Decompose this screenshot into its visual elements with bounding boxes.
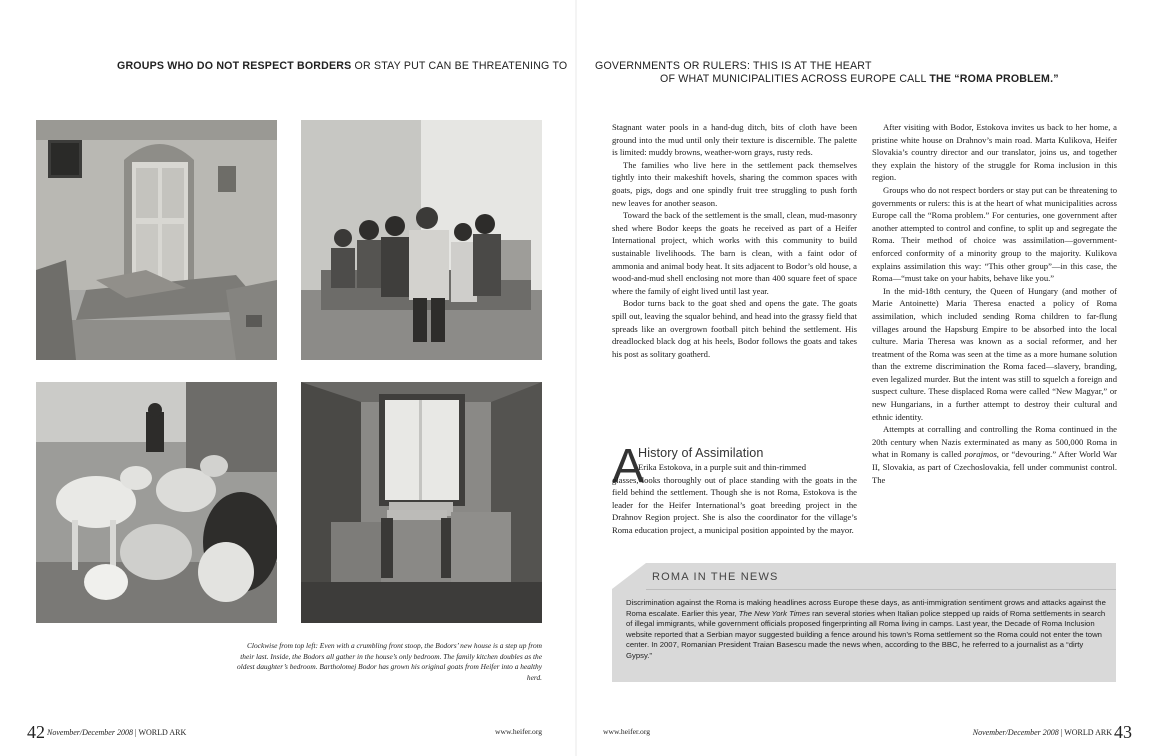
sidebar-body bbox=[626, 598, 1108, 661]
publication-name: The New York Times bbox=[738, 608, 810, 618]
photo-kitchen-bedroom bbox=[301, 382, 542, 623]
photo-goat-herd bbox=[36, 382, 277, 623]
paragraph bbox=[872, 423, 1117, 486]
page-number: 43 bbox=[1114, 722, 1132, 742]
paragraph: Toward the back of the settlement is the small, clean, mud-masonry shed where Bodor keeps the goats he received as part of a Heifer International project, which works with this community to build sustainable livelihoods. The barn is clean, with a faint odor of ammonia and animal body heat. It sits adjacent to Bodor’s old house, a wood-and-mud shell enclosing not more than 400 square feet of space where the family of eight lived until last year. bbox=[612, 210, 857, 296]
pull-quote-emphasis: THE “ROMA PROBLEM.” bbox=[929, 73, 1059, 85]
website-right: www.heifer.org bbox=[603, 727, 651, 736]
paragraph: The families who live here in the settlement pack themselves tightly into their makeshift hovels, sharing the common spaces with goats, pigs, dogs and one spindly fruit tree struggling to push forth new leaves for another season. bbox=[612, 159, 857, 208]
romany-term: porajmos bbox=[964, 449, 997, 460]
paragraph bbox=[612, 461, 857, 537]
paragraph: In the mid-18th century, the Queen of Hungary (and mother of Marie Antoinette) Maria Theresa enacted a policy of Roma assimilation, which included sending Roma children to far-flung villages around the Hapsburg Empire to be absorbed into the local culture. Maria Theresa was known as a social reformer, and her treatment of the Roma was seen at the time as a more humane solution than the extreme discrimination the Roma faced—slavery, branding, even legalized murder. But the intent was still to squelch a foreign and suspect culture. These displaced Roma were called “New Magyar,” or new Hungarians, in a further attempt to destroy their cultural and ethnic identity. bbox=[872, 285, 1117, 422]
photo-caption: Clockwise from top left: Even with a crumbling front stoop, the Bodors’ new house is a step up from their last. Inside, the Bodors all gather in the house’s only bedroom. The family kitchen doubles as the oldest daughter’s bedroom. Bartholomej Bodor has grown his original goats from Heifer into a healthy herd. bbox=[237, 641, 542, 682]
paragraph-text: glasses, looks thoroughly out of place standing with the goats in the field behind the settlement. Though she is not Roma, Estokova is the leader for the Heifer International’s goat breeding project in the Drahnov Region project. She is also the coordinator for the village’s Roma education project, a municipal position appointed by the mayor. bbox=[612, 474, 857, 535]
pull-quote-emphasis: GROUPS WHO DO NOT RESPECT BORDERS bbox=[117, 60, 352, 72]
sidebar-roma-in-the-news bbox=[612, 563, 1116, 682]
website-left: www.heifer.org bbox=[495, 727, 543, 736]
section-heading: History of Assimilation bbox=[638, 446, 764, 460]
sidebar-text: ran several stories when Italian police stepped up raids of Roma settlements in search of illegal immigrants, while government officials proposed fingerprinting all Roma living in camps. Last year, the Decade of Roma Inclusion website reported that a Serbian mayor suggested building a fence around his town’s Roma settlement so the Roma could not enter the town center. In 2007, Romanian President Traian Basescu made the news when, according to the BBC, he referred to a journalist as a “dirty Gypsy.” bbox=[626, 608, 1106, 660]
pull-quote-text: OF WHAT MUNICIPALITIES ACROSS EUROPE CALL bbox=[660, 73, 930, 85]
paragraph: After visiting with Bodor, Estokova invites us back to her home, a pristine white house on Drahnov’s main road. Marta Kulikova, Heifer Slovakia’s country director and our translator, joins us, and together they explain the history of the struggle for Roma inclusion in this region. bbox=[872, 122, 1117, 183]
paragraph: Bodor turns back to the goat shed and opens the gate. The goats spill out, leaving the squalor behind, and head into the grassy field that spreads like an overgrown football pitch behind the settlement. His dreadlocked black dog at his heels, Bodor follows the goats and takes his post as solitary goatherd. bbox=[612, 298, 857, 359]
folio-left bbox=[27, 722, 186, 743]
article-column-2 bbox=[872, 121, 1117, 486]
magazine-name: WORLD ARK bbox=[138, 728, 187, 737]
photo-house-front-stoop bbox=[36, 120, 277, 360]
paragraph-lead: Erika Estokova, in a purple suit and thin-rimmed bbox=[638, 462, 807, 472]
paragraph: Stagnant water pools in a hand-dug ditch, bits of cloth have been ground into the mud until only their texture is discernible. The palette is limited: muddy browns, weather-worn grays, rusty reds. bbox=[612, 122, 857, 158]
sidebar-text: Discrimination against the Roma is making headlines across Europe these days, as anti-immigration sentiment grows and attacks against the Roma escalate. Earlier this year, bbox=[626, 598, 1106, 618]
paragraph-text: , or “devouring.” After World War II, Slovakia, as part of Czechoslovakia, fell under communist control. The bbox=[872, 449, 1117, 485]
folio-separator: | bbox=[132, 728, 139, 737]
folio-separator: | bbox=[1058, 728, 1065, 737]
pull-quote-text: OR STAY PUT CAN BE THREATENING TO bbox=[351, 60, 568, 72]
paragraph: Groups who do not respect borders or stay put can be threatening to governments or rulers: this is at the heart of what municipalities across Europe call the “Roma problem.” For centuries, one government after another attempted to control and confine, to split up and segregate the Roma. Their method of choice was assimilation—government-enforced conformity of a minority group to the majority. Kulikova explains assimilation this way: “This other group”—in this case, the Roma—“must take on your habits, behave like you.” bbox=[872, 184, 1117, 284]
pull-quote-right-line1: GOVERNMENTS OR RULERS: THIS IS AT THE HEART bbox=[595, 60, 872, 72]
sidebar-divider bbox=[646, 589, 1116, 590]
sidebar-corner-notch bbox=[612, 563, 646, 589]
folio-right bbox=[973, 722, 1132, 743]
paragraph-text: Attempts at corralling and controlling the Roma continued in the 20th century when Nazis exterminated as many as 500,000 Roma in what in Romany is called bbox=[872, 424, 1117, 460]
sidebar-title: ROMA IN THE NEWS bbox=[652, 571, 779, 583]
pull-quote-left bbox=[117, 60, 567, 72]
magazine-name: WORLD ARK bbox=[1064, 728, 1112, 737]
pull-quote-right-line2 bbox=[660, 73, 1059, 85]
photo-family-in-bedroom bbox=[301, 120, 542, 360]
issue-date: November/December 2008 bbox=[972, 728, 1059, 737]
page-number: 42 bbox=[27, 722, 45, 742]
issue-date: November/December 2008 bbox=[47, 728, 133, 737]
drop-cap: A bbox=[612, 440, 645, 493]
section-history-of-assimilation bbox=[612, 440, 857, 540]
article-column-1 bbox=[612, 121, 857, 360]
page-gutter bbox=[575, 0, 577, 756]
